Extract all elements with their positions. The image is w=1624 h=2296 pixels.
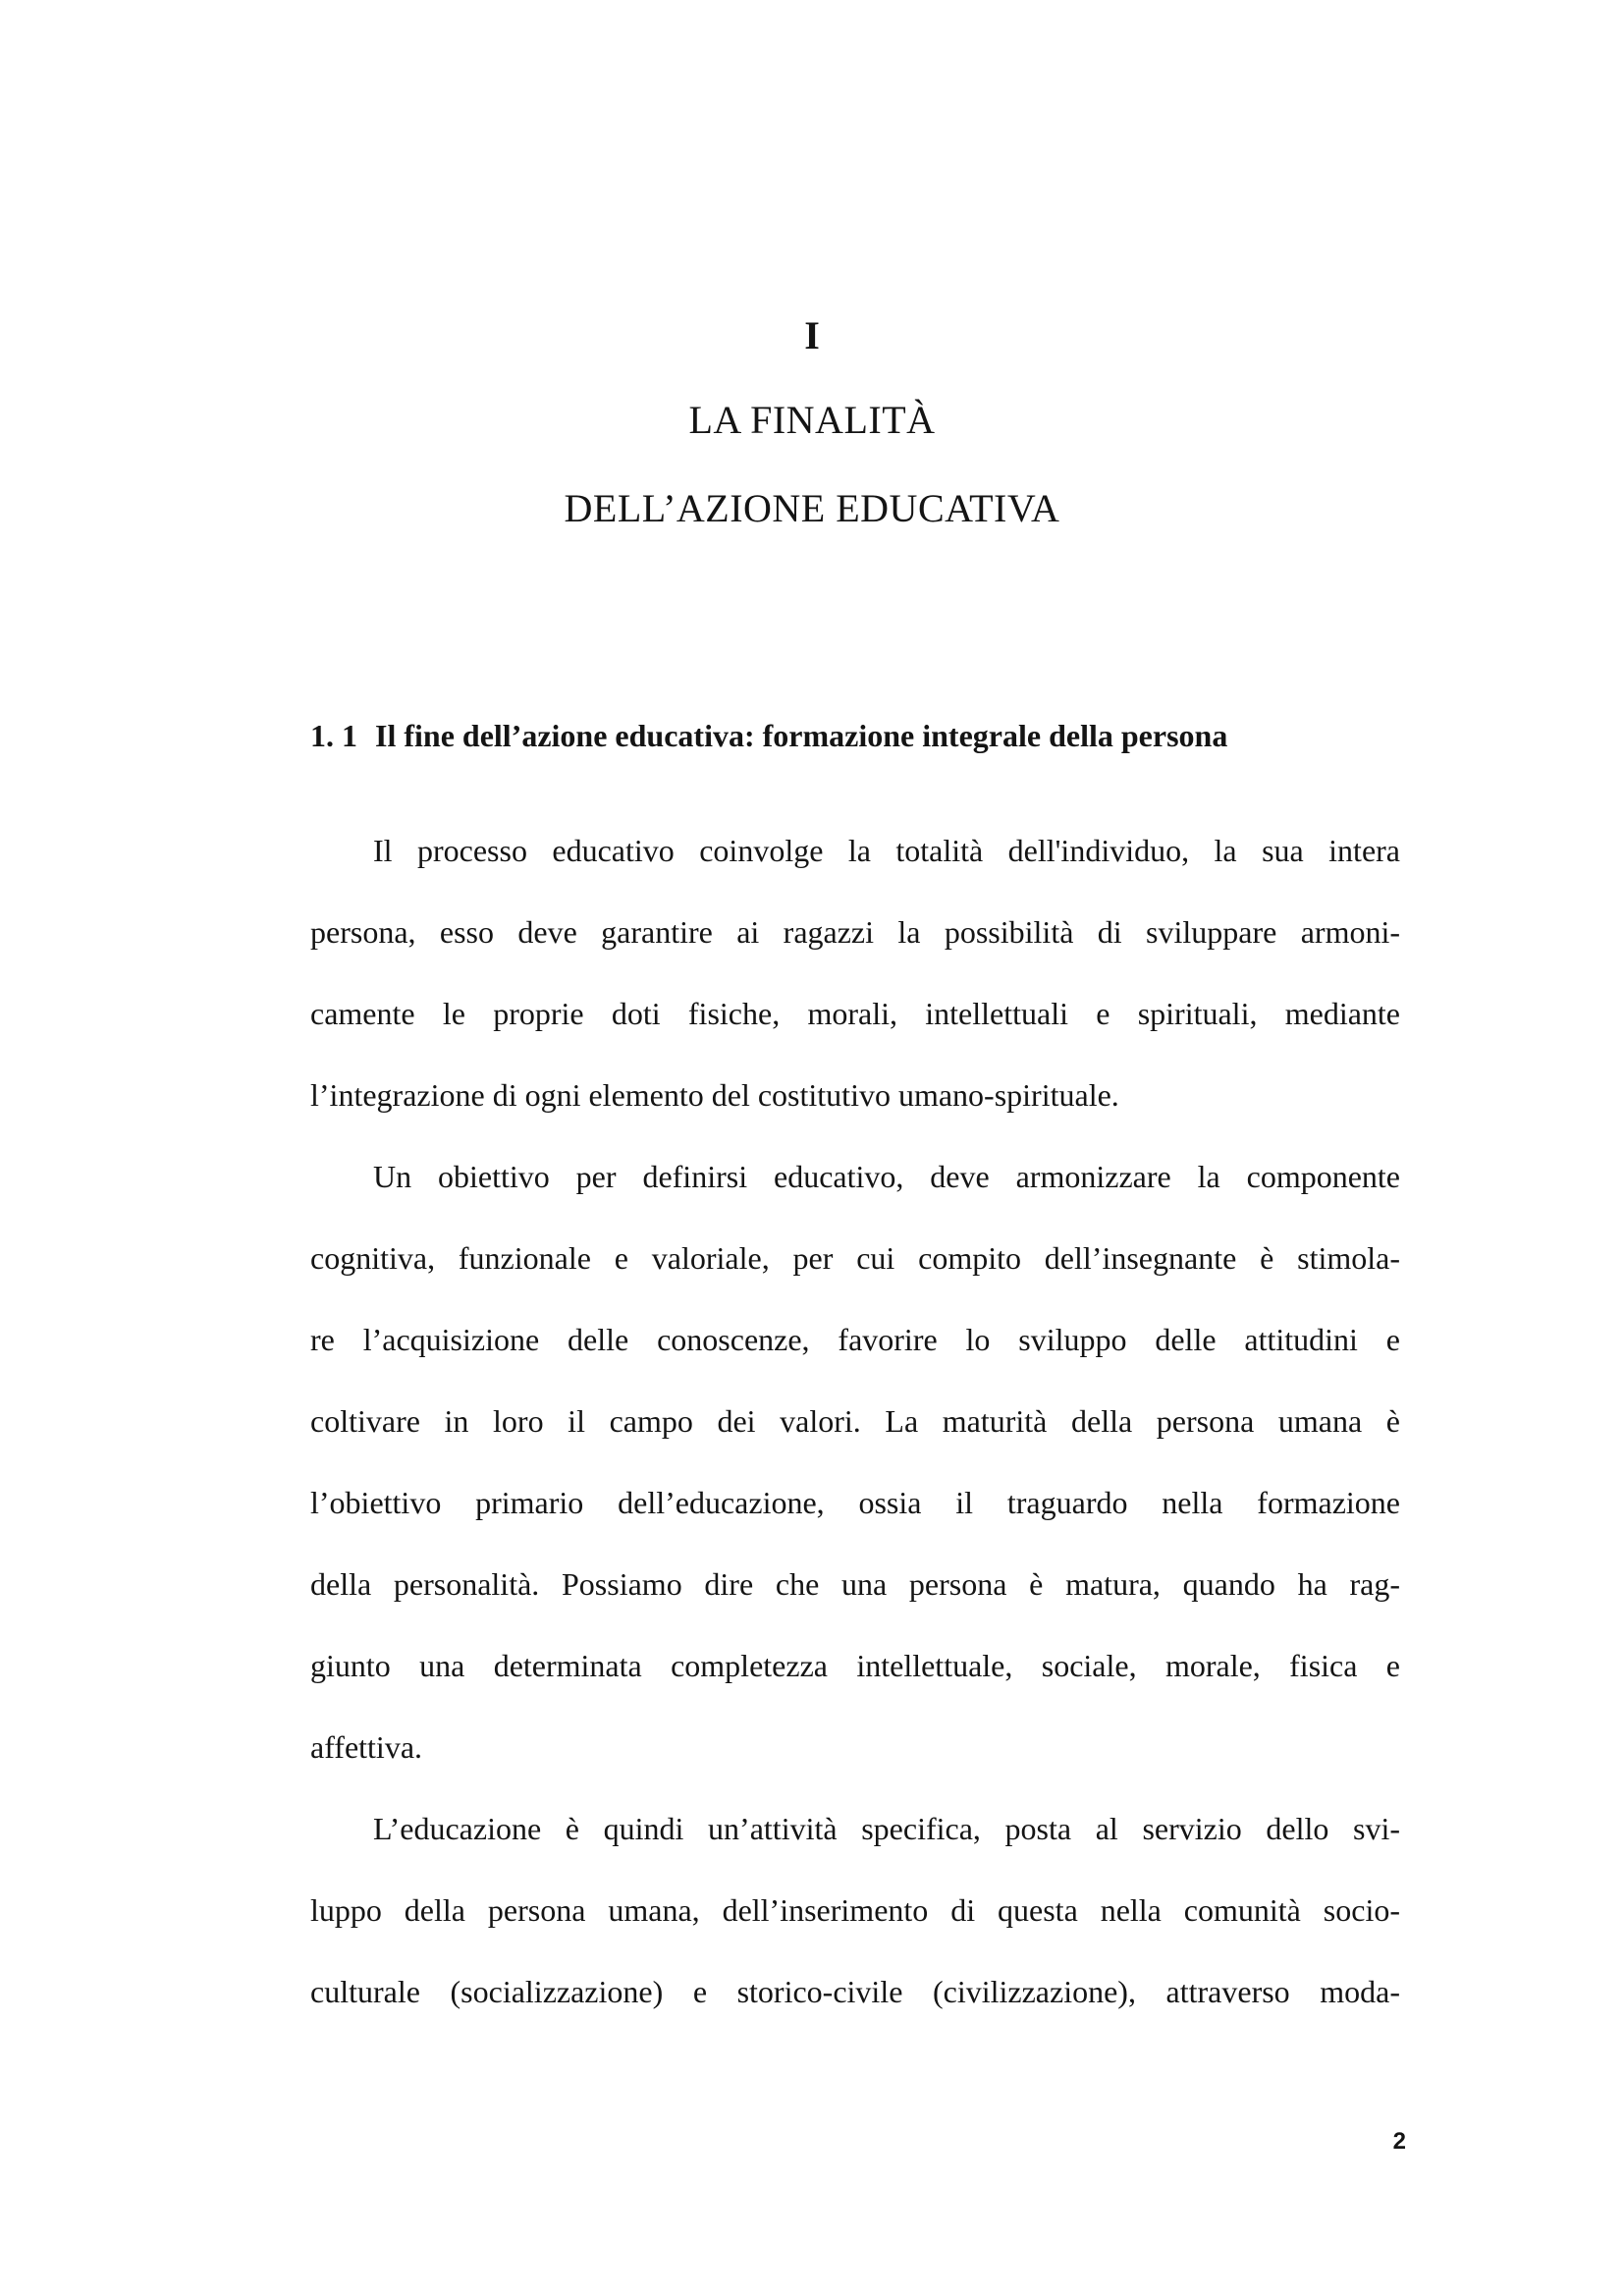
body-text [310, 821, 1400, 2044]
paragraph [310, 1147, 1400, 1799]
section-number: 1. 1 [310, 718, 357, 753]
text-line: l’obiettivo primario dell’educazione, ossia il traguardo nella formazione [310, 1485, 1400, 1520]
text-line: re l’acquisizione delle conoscenze, favorire lo sviluppo delle attitudini e [310, 1322, 1400, 1357]
text-line: giunto una determinata completezza intellettuale, sociale, morale, fisica e [310, 1648, 1400, 1683]
text-line: l’integrazione di ogni elemento del costitutivo umano-spirituale. [310, 1077, 1119, 1113]
text-line: affettiva. [310, 1729, 423, 1765]
section-title: Il fine dell’azione educativa: formazione integrale della persona [375, 718, 1228, 753]
text-line: L’educazione è quindi un’attività specifica, posta al servizio dello svi- [373, 1811, 1400, 1846]
text-line: culturale (socializzazione) e storico-civile (civilizzazione), attraverso moda- [310, 1974, 1400, 2009]
text-line: luppo della persona umana, dell’inserimento di questa nella comunità socio- [310, 1892, 1400, 1928]
section-heading [310, 711, 1400, 760]
paragraph [310, 1799, 1400, 2044]
text-line: persona, esso deve garantire ai ragazzi la possibilità di sviluppare armoni- [310, 914, 1400, 950]
text-line: camente le proprie doti fisiche, morali, intellettuali e spirituali, mediante [310, 996, 1400, 1031]
text-line: cognitiva, funzionale e valoriale, per cui compito dell’insegnante è stimola- [310, 1240, 1400, 1276]
text-line: Un obiettivo per definirsi educativo, deve armonizzare la componente [373, 1159, 1400, 1194]
text-line: Il processo educativo coinvolge la totalità dell'individuo, la sua intera [373, 833, 1400, 868]
chapter-title-line-1: LA FINALITÀ [688, 398, 936, 442]
chapter-title-line-2: DELL’AZIONE EDUCATIVA [564, 486, 1060, 530]
page-number: 2 [1392, 2128, 1406, 2155]
chapter-number: I [804, 313, 820, 357]
paragraph [310, 821, 1400, 1147]
text-line: della personalità. Possiamo dire che una persona è matura, quando ha rag- [310, 1566, 1400, 1602]
text-line: coltivare in loro il campo dei valori. La maturità della persona umana è [310, 1403, 1400, 1439]
